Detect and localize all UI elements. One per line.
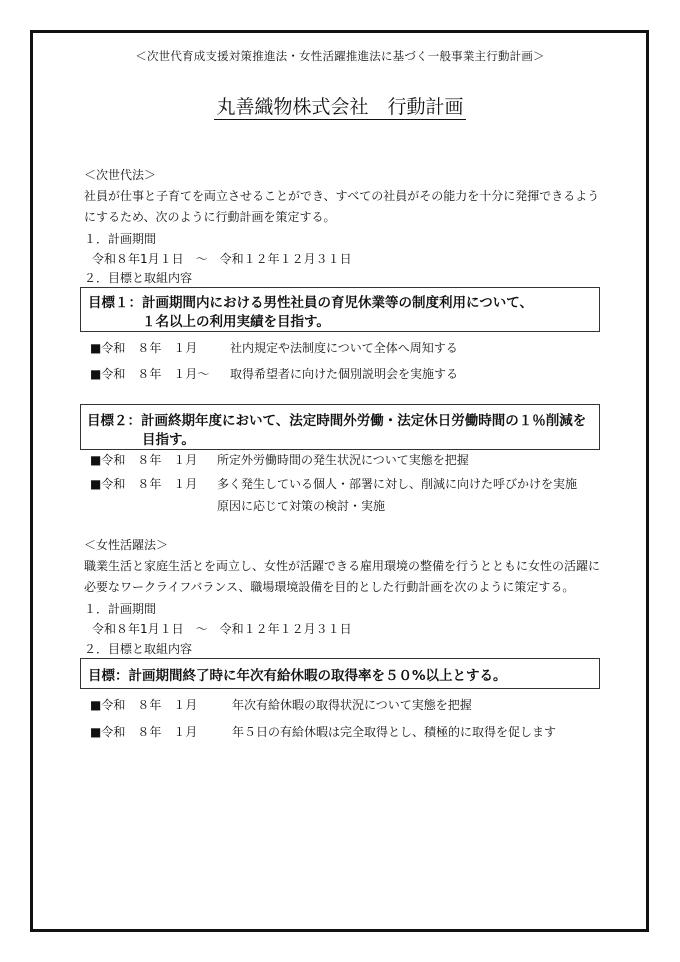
goal2-action2-text2: 原因に応じて対策の検討・実施 [217,499,386,513]
document-title [0,92,680,119]
goal2-action1-text: 所定外労働時間の発生状況について実態を把握 [217,453,469,467]
jisedai-period-label: １．計画期間 [84,232,157,246]
jisedai-heading: ＜次世代法＞ [84,168,157,182]
title-text: 丸善織物株式会社 行動計画 [216,96,464,118]
goal1-action2-date: ■令和 ８年 １月～ [90,367,210,381]
jisedai-intro-line2: にするため、次のように行動計画を策定する。 [84,210,336,224]
josei-goal-box [80,658,600,689]
josei-action2-text: 年５日の有給休暇は完全取得とし、積極的に取得を促します [232,725,557,739]
josei-action1-text: 年次有給休暇の取得状況について実態を把握 [232,698,472,712]
goal2-box [80,404,600,450]
goal2-action1-date: ■令和 ８年 １月 [90,453,198,467]
goal1-line2: １名以上の利用実績を目指す。 [142,314,330,330]
josei-goal-text: 目標：計画期間終了時に年次有給休暇の取得率を５０%以上とする。 [88,668,507,684]
josei-heading: ＜女性活躍法＞ [84,538,169,552]
goal1-action1-text: 社内規定や法制度について全体へ周知する [230,341,458,355]
josei-period-label: １．計画期間 [84,602,157,616]
josei-action1-date: ■令和 ８年 １月 [90,698,198,712]
jisedai-goals-label: ２．目標と取組内容 [84,271,193,285]
josei-action2-date: ■令和 ８年 １月 [90,725,198,739]
goal1-action2-text: 取得希望者に向けた個別説明会を実施する [230,367,459,381]
josei-intro-line2: 必要なワークライフバランス、職場環境設備を目的とした行動計画を次のように策定する。 [84,580,575,594]
josei-goals-label: ２．目標と取組内容 [84,642,193,656]
jisedai-period-value: 令和８年1月１日 ～ 令和１２年１２月３１日 [92,252,352,266]
document-header: ＜次世代育成支援対策推進法・女性活躍推進法に基づく一般事業主行動計画＞ [135,49,545,63]
josei-period-value: 令和８年1月１日 ～ 令和１２年１２月３１日 [92,622,352,636]
goal1-line1: 目標１：計画期間内における男性社員の育児休業等の制度利用について、 [88,295,533,311]
jisedai-intro-line1: 社員が仕事と子育てを両立させることができ、すべての社員がその能力を十分に発揮できるよう [84,189,600,203]
josei-intro-line1: 職業生活と家庭生活とを両立し、女性が活躍できる雇用環境の整備を行うとともに女性の活躍に [84,559,601,573]
goal1-action1-date: ■令和 ８年 １月 [90,341,198,355]
goal2-action2-date: ■令和 ８年 １月 [90,477,198,491]
goal1-box [80,287,600,332]
goal2-action2-text: 多く発生している個人・部署に対し、削減に向けた呼びかけを実施 [217,477,578,491]
goal2-line1: 目標２：計画終期年度において、法定時間外労働・法定休日労働時間の１％削減を [87,413,587,429]
goal2-line2: 目指す。 [142,432,195,448]
